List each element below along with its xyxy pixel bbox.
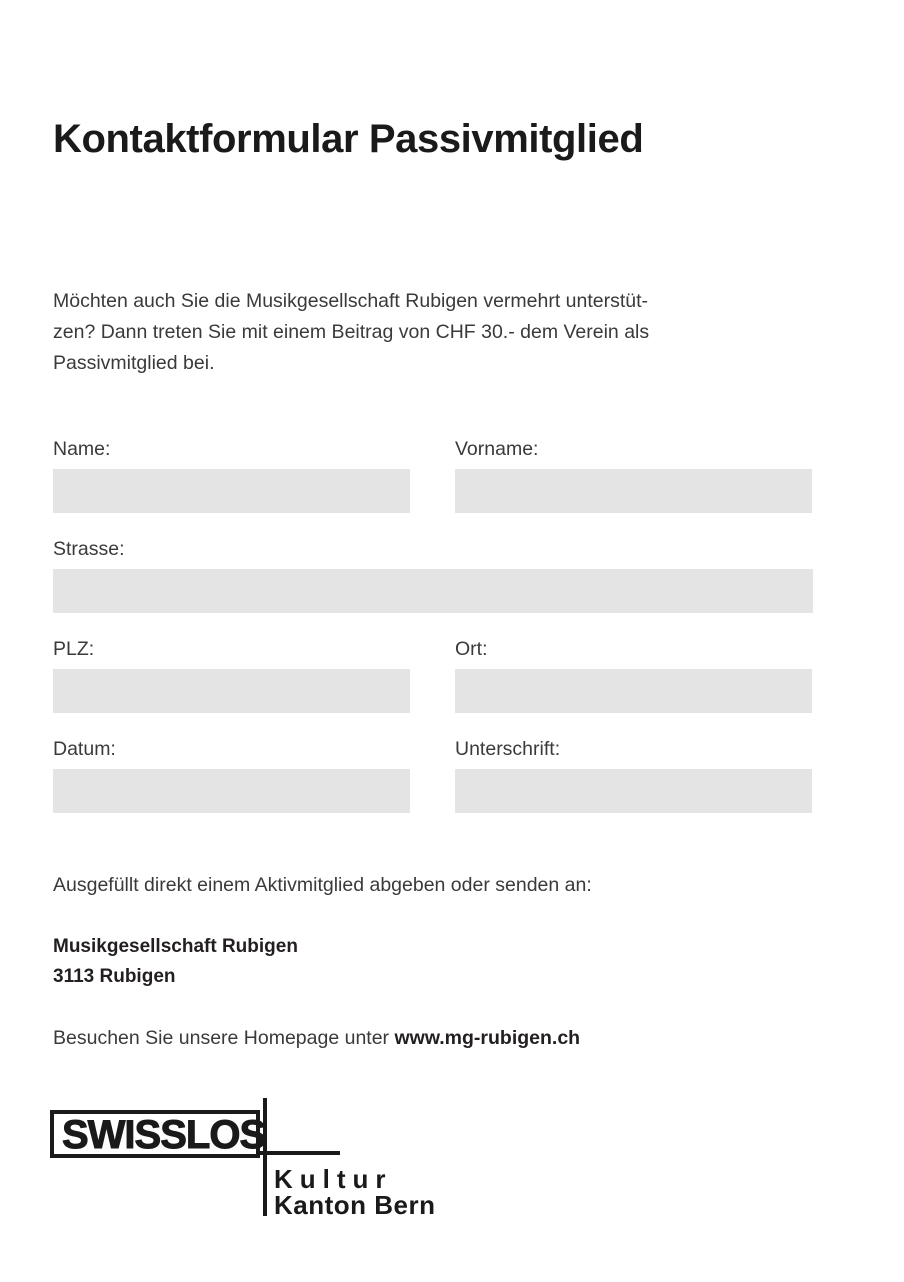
address-block [53,932,298,992]
intro-line-2: zen? Dann treten Sie mit einem Beitrag von CHF 30.- dem Verein als [53,321,650,343]
form-row-datum-unterschrift [53,737,813,813]
ort-input[interactable] [455,669,812,713]
homepage-line [53,1023,580,1053]
intro-paragraph [53,286,815,379]
field-label-datum: Datum: [53,738,116,760]
field-label-vorname: Vorname: [455,438,539,460]
row-spacer-2 [53,613,813,637]
form-row-name [53,437,813,513]
contact-form [53,437,813,813]
field-ort [455,637,812,713]
field-strasse [53,537,813,613]
field-plz [53,637,410,713]
datum-input[interactable] [53,769,410,813]
logo-icon [50,1098,470,1216]
address-line-2: 3113 Rubigen [53,966,176,987]
field-label-unterschrift: Unterschrift: [455,738,561,760]
field-label-name: Name: [53,438,111,460]
svg-text:Kanton Bern: Kanton Bern [274,1190,436,1216]
vorname-input[interactable] [455,469,812,513]
field-vorname [455,437,812,513]
page-title: Kontaktformular Passivmitglied [53,116,644,161]
form-row-strasse [53,537,813,613]
field-label-strasse: Strasse: [53,538,125,560]
form-row-plz-ort [53,637,813,713]
field-label-ort: Ort: [455,638,488,660]
homepage-prefix: Besuchen Sie unsere Homepage unter [53,1027,395,1049]
row-spacer-3 [53,713,813,737]
field-unterschrift [455,737,812,813]
field-label-plz: PLZ: [53,638,95,660]
field-name [53,437,410,513]
svg-text:SWISSLOS: SWISSLOS [62,1113,266,1157]
homepage-url[interactable]: www.mg-rubigen.ch [394,1027,581,1049]
intro-line-3: Passivmitglied bei. [53,352,215,374]
intro-line-1: Möchten auch Sie die Musikgesellschaft Rubigen vermehrt unterstüt- [53,290,649,312]
field-datum [53,737,410,813]
address-line-1: Musikgesellschaft Rubigen [53,936,298,957]
svg-text:Kultur: Kultur [274,1164,393,1194]
strasse-input[interactable] [53,569,813,613]
plz-input[interactable] [53,669,410,713]
submission-note: Ausgefüllt direkt einem Aktivmitglied abgeben oder senden an: [53,874,592,896]
row-spacer-1 [53,513,813,537]
swisslos-kultur-kanton-bern-logo [50,1098,470,1216]
unterschrift-input[interactable] [455,769,812,813]
name-input[interactable] [53,469,410,513]
